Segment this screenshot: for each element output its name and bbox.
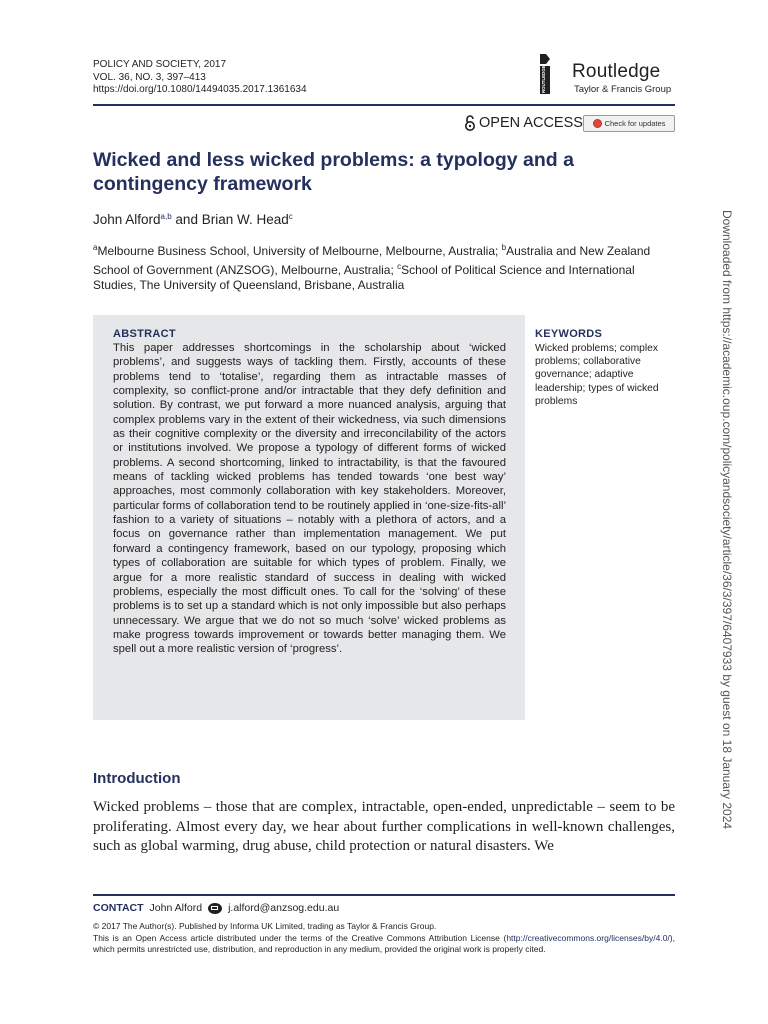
- open-access-label: OPEN ACCESS: [479, 115, 583, 131]
- contact-line: [93, 902, 339, 914]
- routledge-mark-icon: [538, 52, 552, 96]
- keywords-label: KEYWORDS: [535, 328, 603, 340]
- publisher-group: Taylor & Francis Group: [574, 84, 672, 95]
- affiliations: [93, 240, 675, 293]
- journal-name: POLICY AND SOCIETY, 2017: [93, 59, 227, 70]
- keywords-text: Wicked problems; complex problems; collaborative governance; adaptive leadership; types of wicked problems: [535, 343, 659, 407]
- introduction-paragraph: Wicked problems – those that are complex, intractable, open-ended, unpredictable – seem to be proliferating. Almost every day, we hear about further complications in well-known challenges, such as global warming, drug abuse, child protection or natural disasters. We: [93, 799, 675, 854]
- contact-name: John Alford: [149, 902, 203, 914]
- download-side-note: Downloaded from https://academic.oup.com/policyandsociety/article/36/3/397/6407933 by guest on 18 January 2024: [720, 210, 734, 830]
- affiliation-c: School of Political Science and International Studies, The University of Queensland, Brisbane, Australia: [93, 263, 635, 292]
- author-2: Brian W. Head: [201, 212, 289, 227]
- copyright-line: © 2017 The Author(s). Published by Informa UK Limited, trading as Taylor & Francis Group.: [93, 921, 437, 931]
- publisher-logo: [538, 52, 678, 100]
- crossmark-icon: [593, 119, 602, 128]
- header-rule: [93, 104, 675, 106]
- author-1: John Alford: [93, 212, 161, 227]
- license-text-pre: This is an Open Access article distributed under the terms of the Creative Commons Attribution License (: [93, 932, 507, 943]
- affiliation-b: Australia and New Zealand School of Government (ANZSOG), Melbourne, Australia;: [93, 244, 651, 277]
- license-text-post: ), which permits unrestricted use, distribution, and reproduction in any medium, provided the original work is properly cited.: [93, 932, 675, 954]
- publisher-name: Routledge: [572, 61, 661, 82]
- journal-info: [93, 59, 307, 97]
- abstract-text: This paper addresses shortcomings in the scholarship about ‘wicked problems’, and suggests ways of tackling them. Firstly, accounts of these problems tend to ‘totalise’, regarding them as intractable masses of complexity, so conflict-prone and/or intractable that they defy definition and solution. By contrast, we put forward a more nuanced analysis, arguing that complex problems vary in the extent of their wickedness, via such dimensions as their cognitive complexity or the diversity and irreconcilability of the actors or institutions involved. We propose a typology of different forms of wicked problems. A second shortcoming, linked to intractability, is that the favoured means of tackling wicked problems has tended towards ‘one best way’ approaches, most commonly collaboration with key stakeholders. Moreover, particular forms of collaboration tend to be routinely applied in ‘one-size-fits-all’ fashion to a variety of situations – notably with a plethora of actors, and a focus on governance rather than implementation management. We put forward a contingency framework, based on our typology, proposing which types of collaboration are suitable for which types of problem. Finally, we argue for a more realistic standard of success in dealing with wicked problems, especially the most difficult ones. To call for the ‘solving’ of these problems is to set up a standard which is not only impossible but also perhaps unnecessary. We argue that we do not so much ‘solve’ wicked problems as make progress towards improvement or towards better managing them. We spell out a more realistic version of ‘progress’.: [113, 342, 506, 656]
- journal-doi[interactable]: https://doi.org/10.1080/14494035.2017.1361634: [93, 84, 307, 95]
- introduction-heading: Introduction: [93, 770, 181, 787]
- affiliation-a-marker: a: [93, 243, 98, 252]
- open-lock-icon: [464, 115, 476, 131]
- author-1-affiliation[interactable]: a,b: [160, 212, 172, 221]
- contact-label: CONTACT: [93, 902, 144, 914]
- copyright-block: [93, 921, 675, 956]
- journal-volume: VOL. 36, NO. 3, 397–413: [93, 71, 206, 83]
- license-link[interactable]: http://creativecommons.org/licenses/by/4.0/: [506, 932, 670, 943]
- affiliation-a: Melbourne Business School, University of Melbourne, Melbourne, Australia;: [97, 244, 502, 258]
- authors-line: [93, 212, 293, 227]
- author-2-affiliation[interactable]: c: [288, 212, 293, 221]
- author-conjunction: and: [171, 212, 202, 227]
- footer-rule: [93, 894, 675, 896]
- check-updates-button[interactable]: [583, 115, 675, 132]
- routledge-mark-text: ROUTLEDGE: [541, 65, 546, 93]
- email-icon: [208, 903, 222, 914]
- affiliation-b-marker: b: [501, 243, 507, 252]
- contact-email[interactable]: j.alford@anzsog.edu.au: [228, 902, 340, 914]
- affiliation-c-marker: c: [397, 262, 402, 271]
- abstract-label: ABSTRACT: [113, 328, 176, 340]
- article-title: Wicked and less wicked problems: a typology and a contingency framework: [93, 149, 574, 195]
- open-access-badge: [464, 115, 583, 131]
- check-updates-label: Check for updates: [604, 119, 666, 128]
- license-line: [93, 933, 675, 956]
